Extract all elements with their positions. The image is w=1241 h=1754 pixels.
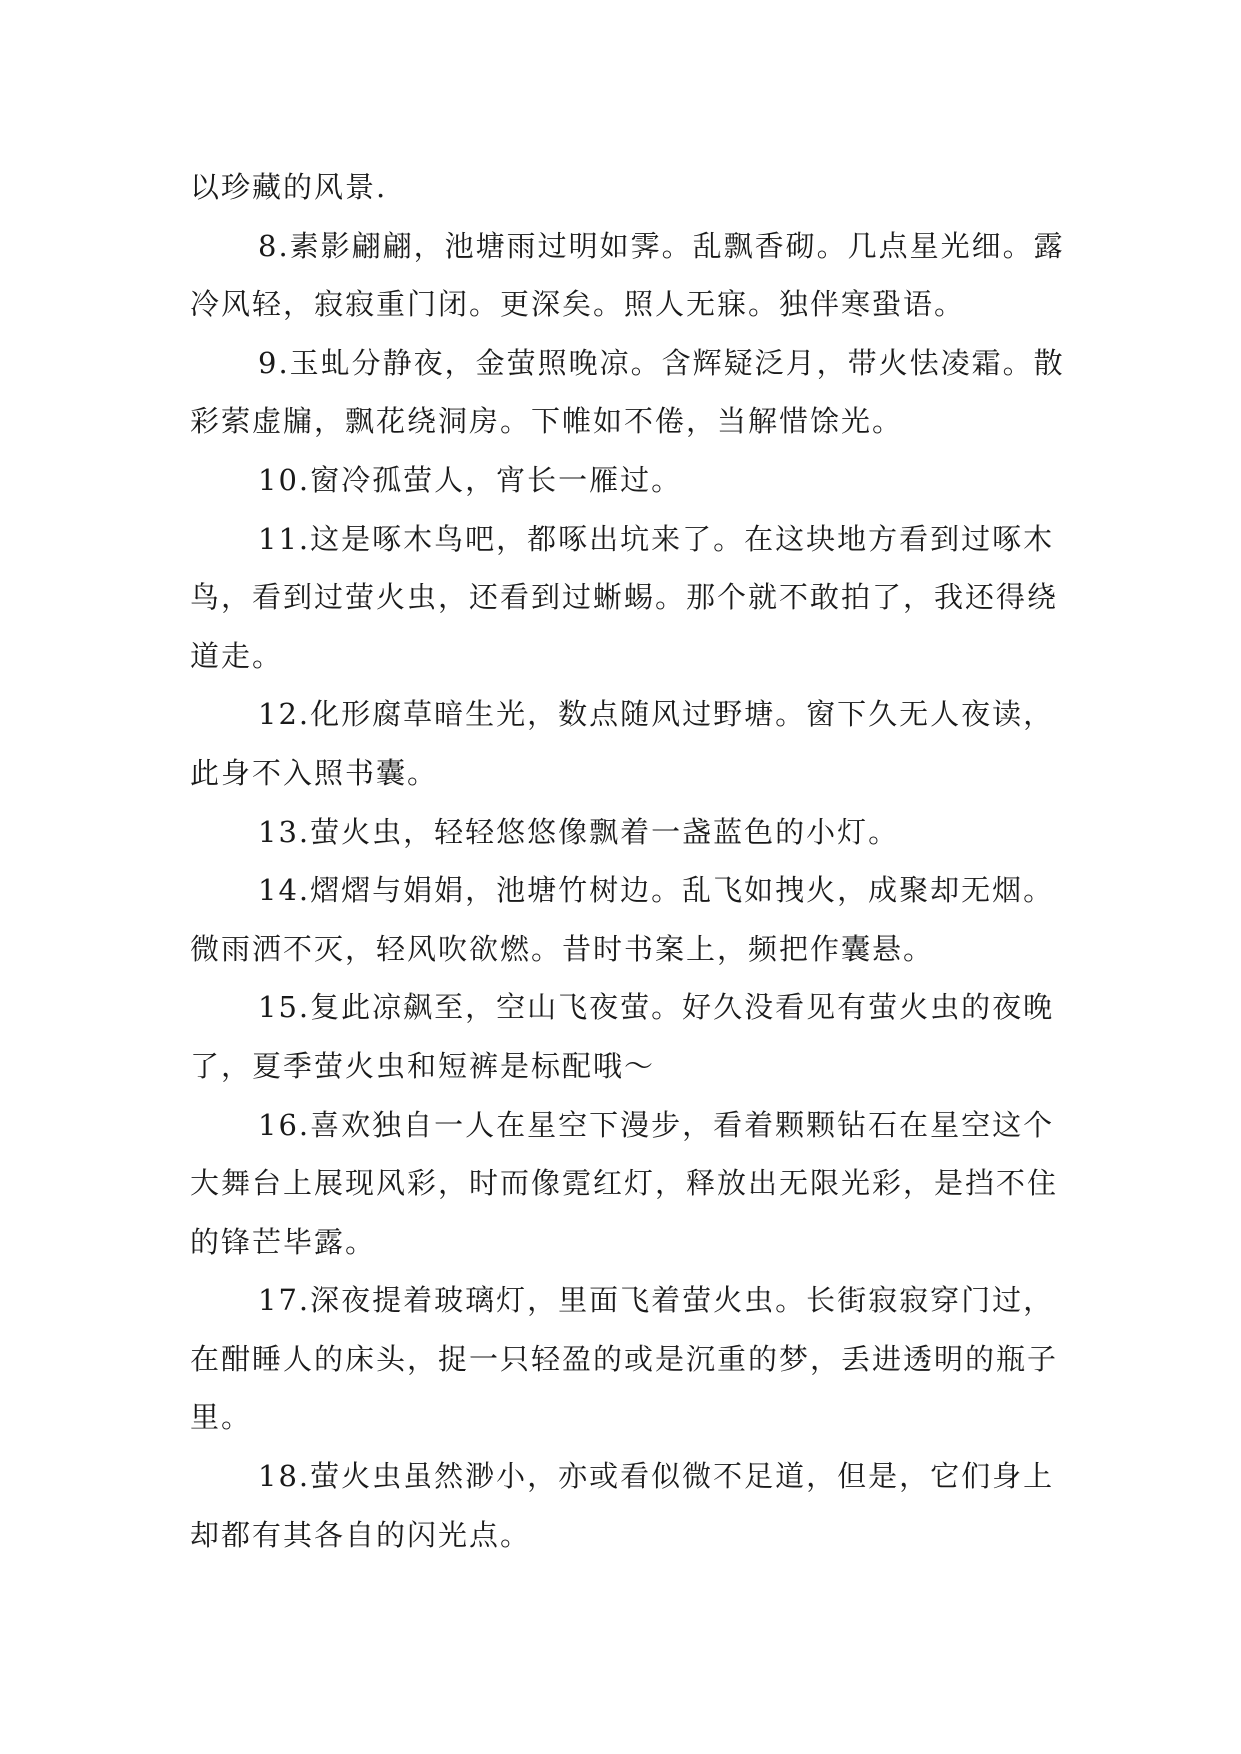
paragraph-continuation: 以珍藏的风景. bbox=[190, 170, 388, 204]
paragraph-item-17: 17.深夜提着玻璃灯，里面飞着萤火虫。长街寂寂穿门过，在酣睡人的床头，捉一只轻盈的或是沉重的梦，丢进透明的瓶子里。 bbox=[190, 1283, 1059, 1435]
paragraph-item-11: 11.这是啄木鸟吧，都啄出坑来了。在这块地方看到过啄木鸟，看到过萤火虫，还看到过蜥蜴。那个就不敢拍了，我还得绕道走。 bbox=[190, 521, 1059, 673]
paragraph-item-13: 13.萤火虫，轻轻悠悠像飘着一盏蓝色的小灯。 bbox=[258, 814, 900, 849]
paragraph-item-9: 9.玉虬分静夜，金萤照晚凉。含辉疑泛月，带火怯凌霜。散彩萦虚牖，飘花绕洞房。下帷如不倦，当解惜馀光。 bbox=[190, 345, 1065, 439]
paragraph-item-10: 10.窗冷孤萤人，宵长一雁过。 bbox=[258, 462, 683, 497]
paragraph-item-16: 16.喜欢独自一人在星空下漫步，看着颗颗钻石在星空这个大舞台上展现风彩，时而像霓红灯，释放出无限光彩，是挡不住的锋芒毕露。 bbox=[190, 1107, 1059, 1259]
paragraph-item-14: 14.熠熠与娟娟，池塘竹树边。乱飞如拽火，成聚却无烟。微雨洒不灭，轻风吹欲燃。昔时书案上，频把作囊悬。 bbox=[190, 873, 1055, 966]
paragraph-item-18: 18.萤火虫虽然渺小，亦或看似微不足道，但是，它们身上却都有其各自的闪光点。 bbox=[190, 1459, 1055, 1552]
paragraph-item-8: 8.素影翩翩，池塘雨过明如霁。乱飘香砌。几点星光细。露冷风轻，寂寂重门闭。更深矣。照人无寐。独伴寒蛩语。 bbox=[190, 228, 1065, 322]
paragraph-item-15: 15.复此凉飙至，空山飞夜萤。好久没看见有萤火虫的夜晚了，夏季萤火虫和短裤是标配哦～ bbox=[190, 990, 1055, 1083]
paragraph-item-12: 12.化形腐草暗生光，数点随风过野塘。窗下久无人夜读，此身不入照书囊。 bbox=[190, 697, 1055, 790]
document-body bbox=[190, 158, 1070, 1564]
